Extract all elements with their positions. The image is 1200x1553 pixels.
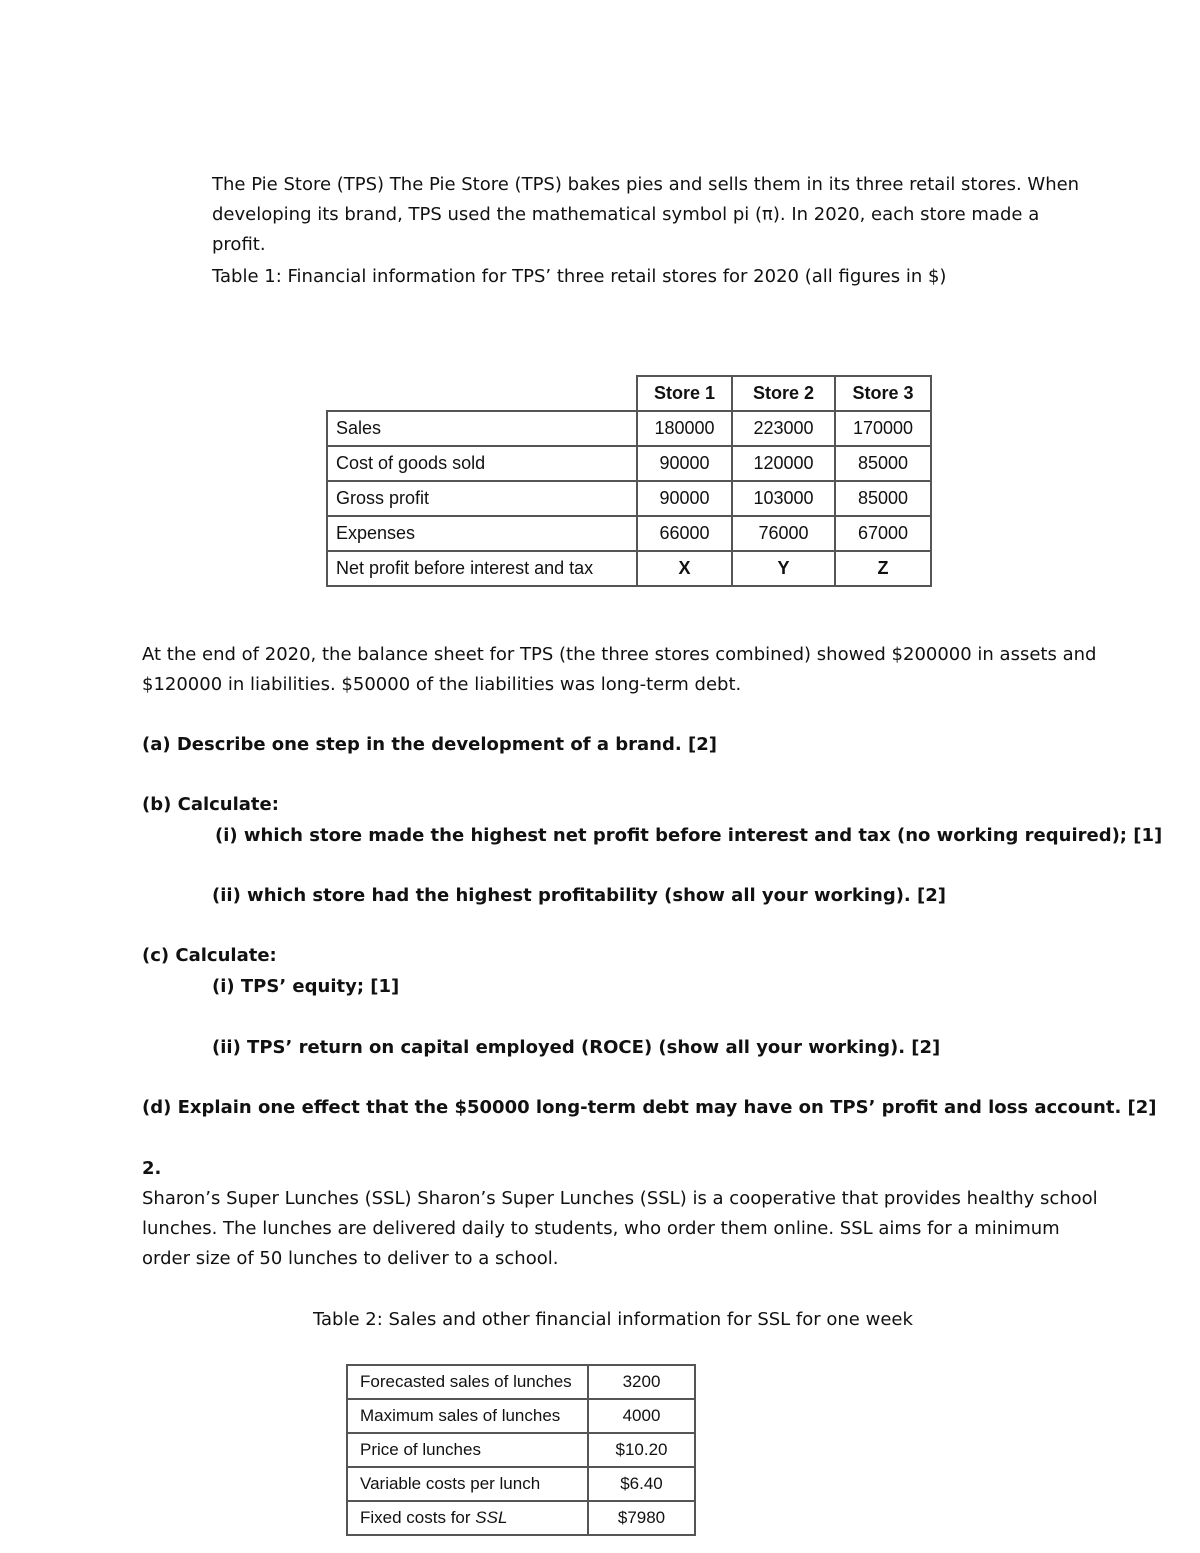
cell: 223000 [732,411,835,446]
row-label [347,1501,588,1535]
q2-line-2: lunches. The lunches are delivered daily to students, who order them online. SSL aims for a minimum [142,1218,1060,1239]
table-row [347,1467,695,1501]
table-row [327,516,931,551]
question-b-ii: (ii) which store had the highest profitability (show all your working). [2] [212,885,947,906]
intro-line-3: profit. [212,234,266,255]
table-row [327,446,931,481]
question-d: (d) Explain one effect that the $50000 long-term debt may have on TPS’ profit and loss account. [2] [142,1097,1157,1118]
header-store-3: Store 3 [835,376,931,411]
empty-corner-cell [327,376,637,411]
row-label: Forecasted sales of lunches [347,1365,588,1399]
table2-caption: Table 2: Sales and other financial information for SSL for one week [313,1309,913,1330]
question-b-i: (i) which store made the highest net profit before interest and tax (no working required); [1] [215,825,1163,846]
question-c-ii: (ii) TPS’ return on capital employed (ROCE) (show all your working). [2] [212,1037,941,1058]
question-c-i: (i) TPS’ equity; [1] [212,976,400,997]
cell: 3200 [588,1365,695,1399]
store-financials-table [326,375,932,587]
row-label: Gross profit [327,481,637,516]
cell: X [637,551,732,586]
cell: 67000 [835,516,931,551]
cell: $6.40 [588,1467,695,1501]
row-label: Price of lunches [347,1433,588,1467]
cell: $7980 [588,1501,695,1535]
header-store-2: Store 2 [732,376,835,411]
cell: 66000 [637,516,732,551]
cell: 85000 [835,481,931,516]
question-2-number: 2. [142,1158,162,1179]
cell: 85000 [835,446,931,481]
q2-line-1: Sharon’s Super Lunches (SSL) Sharon’s Super Lunches (SSL) is a cooperative that provides healthy school [142,1188,1098,1209]
ssl-financials-table [346,1364,696,1536]
cell: 170000 [835,411,931,446]
table-row [347,1433,695,1467]
balance-line-2: $120000 in liabilities. $50000 of the liabilities was long-term debt. [142,674,742,695]
intro-line-1: The Pie Store (TPS) The Pie Store (TPS) bakes pies and sells them in its three retail stores. When [212,174,1080,195]
cell: Y [732,551,835,586]
row-label: Expenses [327,516,637,551]
table-header-row [327,376,931,411]
balance-line-1: At the end of 2020, the balance sheet for TPS (the three stores combined) showed $200000 in assets and [142,644,1097,665]
q2-line-3: order size of 50 lunches to deliver to a school. [142,1248,559,1269]
cell: $10.20 [588,1433,695,1467]
question-c: (c) Calculate: [142,945,277,966]
row-label: Net profit before interest and tax [327,551,637,586]
cell: 120000 [732,446,835,481]
cell: 180000 [637,411,732,446]
table1-caption: Table 1: Financial information for TPS’ three retail stores for 2020 (all figures in $) [212,266,947,287]
cell: 76000 [732,516,835,551]
table-row [347,1399,695,1433]
row-label: Variable costs per lunch [347,1467,588,1501]
table-row [347,1501,695,1535]
intro-line-2: developing its brand, TPS used the mathematical symbol pi (π). In 2020, each store made a [212,204,1040,225]
cell: 90000 [637,481,732,516]
table-row [347,1365,695,1399]
table-row [327,551,931,586]
row-label: Cost of goods sold [327,446,637,481]
cell: Z [835,551,931,586]
row-label: Maximum sales of lunches [347,1399,588,1433]
cell: 103000 [732,481,835,516]
table-row [327,411,931,446]
cell: 4000 [588,1399,695,1433]
row-label: Sales [327,411,637,446]
table-row [327,481,931,516]
question-a: (a) Describe one step in the development of a brand. [2] [142,734,717,755]
question-b: (b) Calculate: [142,794,279,815]
header-store-1: Store 1 [637,376,732,411]
row-label-prefix: Fixed costs for [360,1508,476,1527]
cell: 90000 [637,446,732,481]
row-label-italic: SSL [475,1508,508,1527]
